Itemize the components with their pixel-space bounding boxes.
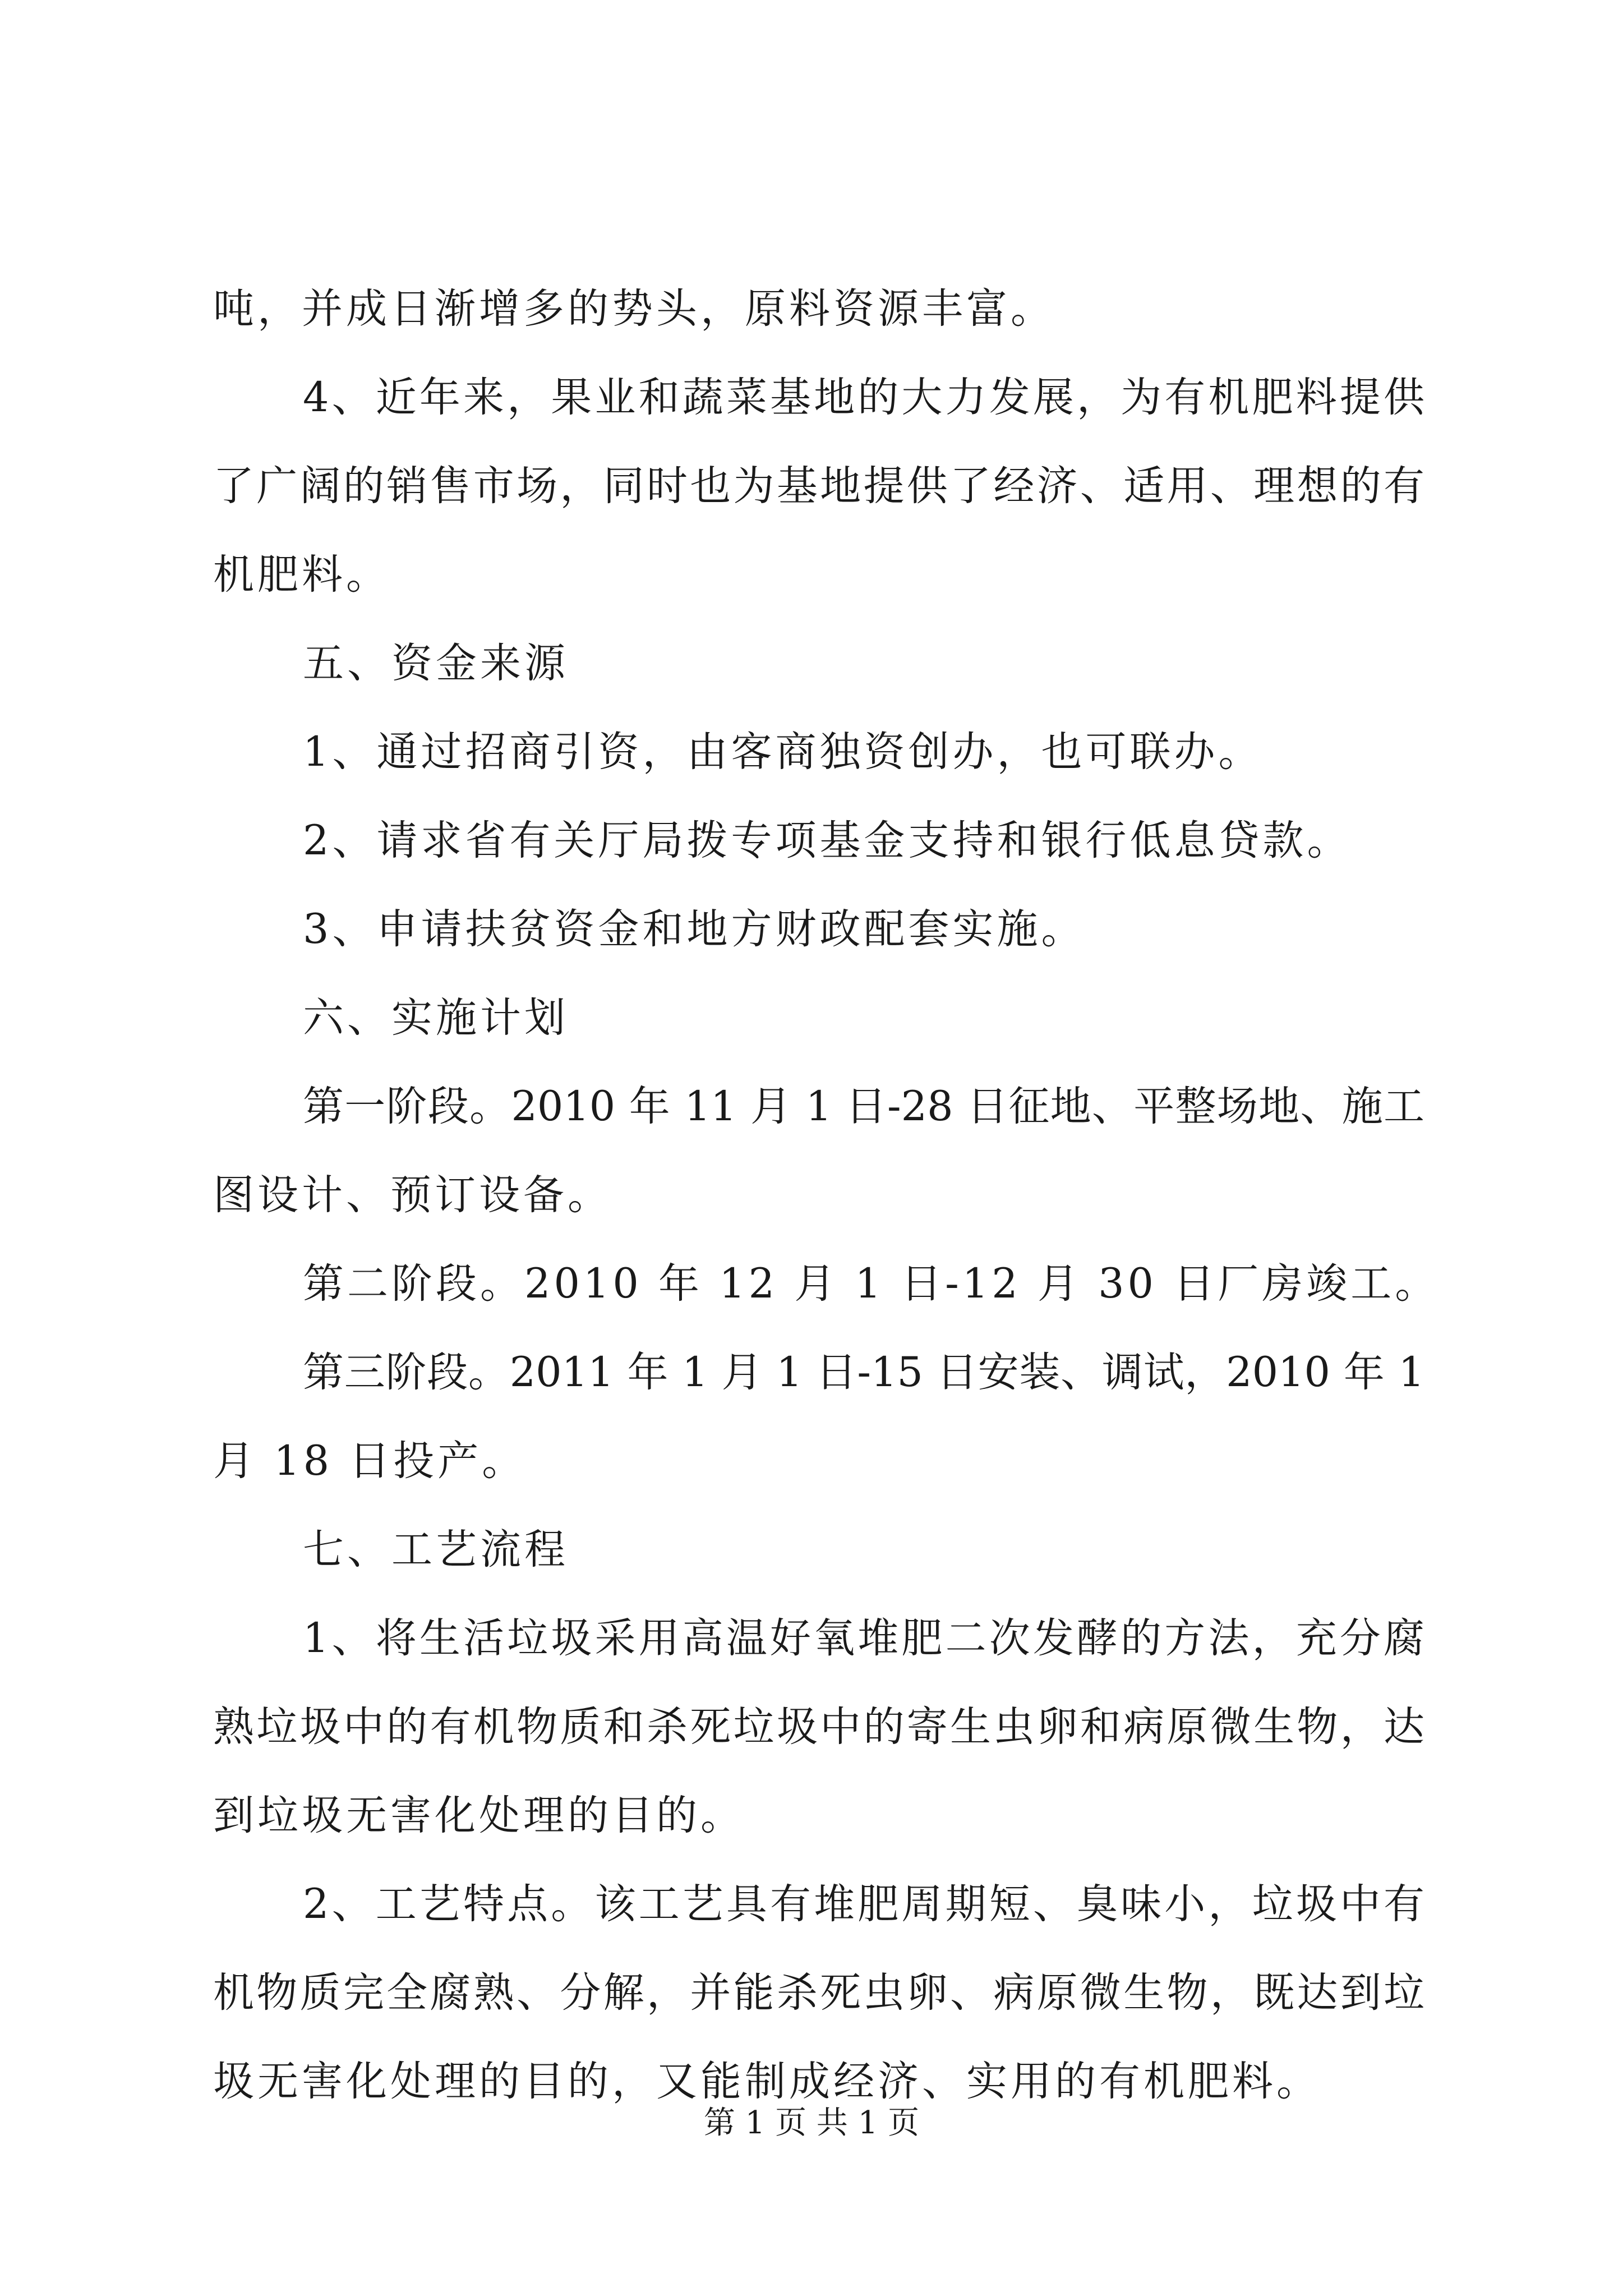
text-line: 圾无害化处理的目的，又能制成经济、实用的有机肥料。 <box>213 2058 1321 2105</box>
section-heading: 六、实施计划 <box>303 994 569 1042</box>
text-line: 1、将生活垃圾采用高温好氧堆肥二次发酵的方法，充分腐 <box>303 1614 1424 1662</box>
text-line: 4、近年来，果业和蔬菜基地的大力发展，为有机肥料提供 <box>303 374 1424 421</box>
text-line: 月 18 日投产。 <box>213 1437 527 1485</box>
text-line: 到垃圾无害化处理的目的。 <box>213 1792 745 1839</box>
section-heading: 五、资金来源 <box>303 639 569 687</box>
section-heading: 七、工艺流程 <box>303 1526 569 1573</box>
text-line: 2、工艺特点。该工艺具有堆肥周期短、臭味小，垃圾中有 <box>303 1880 1424 1928</box>
text-line: 机物质完全腐熟、分解，并能杀死虫卵、病原微生物，既达到垃 <box>213 1969 1424 2017</box>
text-line: 第一阶段。2010 年 11 月 1 日-28 日征地、平整场地、施工 <box>303 1083 1424 1130</box>
text-line: 第二阶段。2010 年 12 月 1 日-12 月 30 日厂房竣工。 <box>303 1260 1440 1308</box>
text-line: 吨，并成日渐增多的势头，原料资源丰富。 <box>213 285 1055 333</box>
text-line: 3、申请扶贫资金和地方财政配套实施。 <box>303 905 1086 953</box>
text-line: 了广阔的销售市场，同时也为基地提供了经济、适用、理想的有 <box>213 462 1424 510</box>
text-line: 机肥料。 <box>213 551 390 599</box>
document-body <box>213 265 1440 2126</box>
text-line: 2、请求省有关厅局拨专项基金支持和银行低息贷款。 <box>303 817 1352 864</box>
text-line: 图设计、预订设备。 <box>213 1171 612 1219</box>
text-line: 第三阶段。2011 年 1 月 1 日-15 日安装、调试，2010 年 1 <box>303 1349 1424 1396</box>
page-footer: 第 1 页 共 1 页 <box>703 2105 920 2141</box>
text-line: 1、通过招商引资，由客商独资创办，也可联办。 <box>303 728 1263 776</box>
text-line: 熟垃圾中的有机物质和杀死垃圾中的寄生虫卵和病原微生物，达 <box>213 1703 1424 1751</box>
